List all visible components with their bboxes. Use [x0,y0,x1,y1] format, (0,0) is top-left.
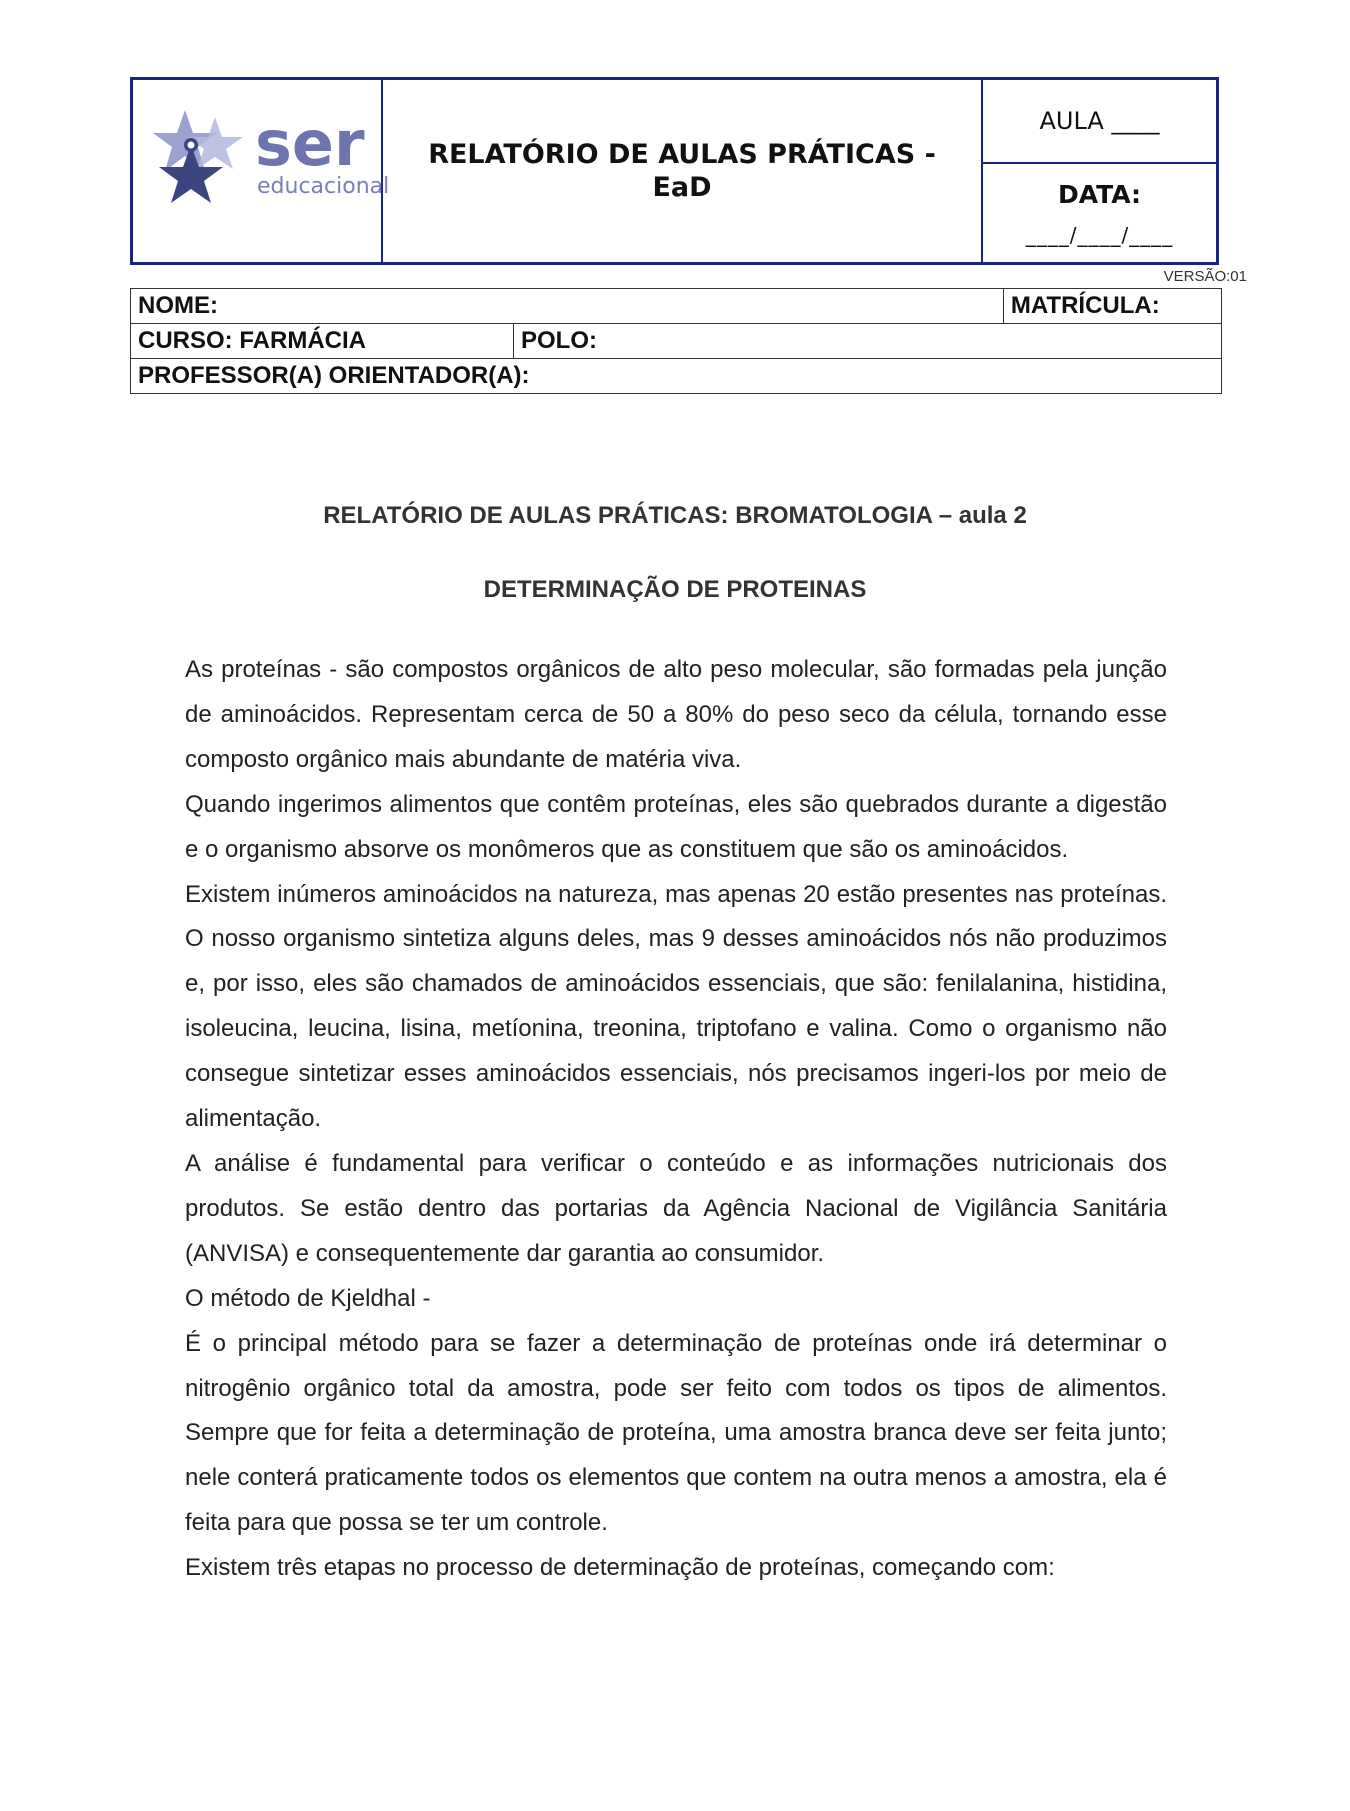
svg-text:ser: ser [255,107,365,180]
paragraph: As proteínas - são compostos orgânicos de alto peso molecular, são formadas pela junção de aminoácidos. Representam cerca de 50 a 80% do peso seco da célula, tornando esse composto orgânico mais abundante de matéria viva. [185,656,1167,773]
student-info-table [130,288,1222,394]
matricula-field: MATRÍCULA: [1003,289,1221,324]
version-label: VERSÃO:01 [1163,268,1247,285]
paragraph: O método de Kjeldhal - [185,1284,431,1312]
report-subtitle: DETERMINAÇÃO DE PROTEINAS [483,576,867,603]
table-row [131,289,1222,324]
nome-field: NOME: [131,289,1004,324]
data-field [983,164,1216,262]
document-header [130,77,1219,265]
report-body [185,648,1167,1591]
data-label: DATA: [1057,179,1142,209]
paragraph: Existem três etapas no processo de determinação de proteínas, começando com: [185,1554,1055,1582]
header-title: RELATÓRIO DE AULAS PRÁTICAS - EaD [428,139,936,203]
ser-educacional-logo [143,105,390,215]
header-right-cell [983,80,1216,262]
report-title: RELATÓRIO DE AULAS PRÁTICAS: BROMATOLOGIA – aula 2 [323,502,1027,529]
svg-text:educacional: educacional [257,174,390,199]
curso-field: CURSO: FARMÁCIA [131,324,514,359]
table-row [131,324,1222,359]
data-blanks: ____/____/____ [1025,222,1174,247]
paragraph: A análise é fundamental para verificar o conteúdo e as informações nutricionais dos produtos. Se estão dentro das portarias da Agência Nacional de Vigilância Sanitária (ANVISA) e consequentemente dar garantia ao consumidor. [185,1149,1167,1267]
polo-field: POLO: [514,324,1222,359]
paragraph: Quando ingerimos alimentos que contêm proteínas, eles são quebrados durante a digestão e o organismo absorve os monômeros que as constituem que são os aminoácidos. [185,790,1167,863]
table-row [131,359,1222,394]
logo-cell [133,80,390,262]
professor-field: PROFESSOR(A) ORIENTADOR(A): [131,359,1222,394]
paragraph: É o principal método para se fazer a determinação de proteínas onde irá determinar o nitrogênio orgânico total da amostra, pode ser feito com todos os tipos de alimentos. Sempre que for feita a determinação de proteína, uma amostra branca deve ser feita junto; nele conterá praticamente todos os elementos que contem na outra menos a amostra, ela é feita para que possa se ter um controle. [185,1329,1167,1537]
aula-field: AULA ____ [983,80,1216,164]
paragraph: Existem inúmeros aminoácidos na natureza, mas apenas 20 estão presentes nas proteínas. O nosso organismo sintetiza alguns deles, mas 9 desses aminoácidos nós não produzimos e, por isso, eles são chamados de aminoácidos essenciais, que são: fenilalanina, histidina, isoleucina, leucina, lisina, metíonina, treonina, triptofano e valina. Como o organismo não consegue sintetizar esses aminoácidos essenciais, nós precisamos ingeri-los por meio de alimentação. [185,880,1167,1133]
header-title-cell [383,80,983,262]
